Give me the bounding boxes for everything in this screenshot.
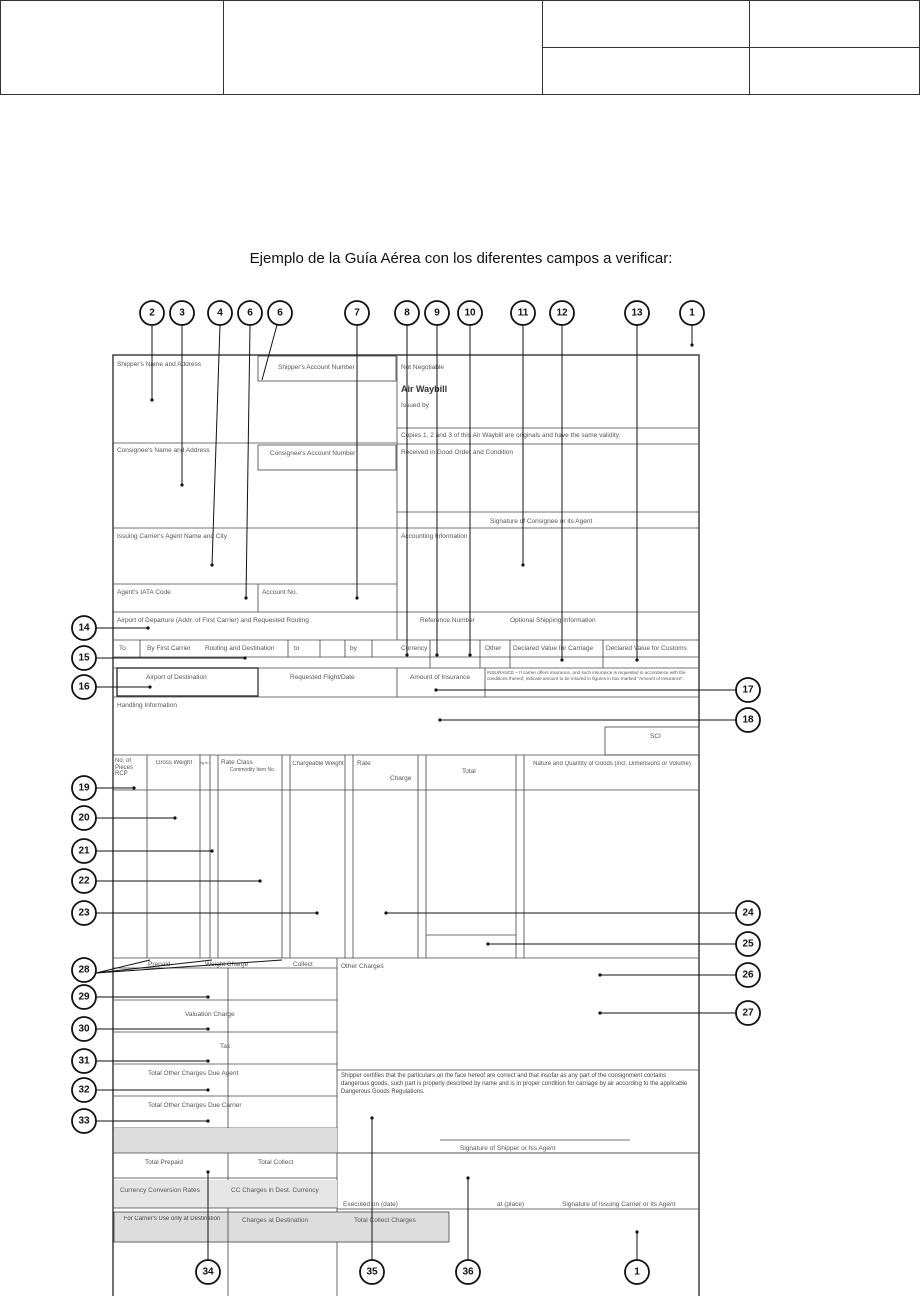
marker-23: [72, 901, 96, 925]
label-cc-charges: CC Charges in Dest. Currency: [231, 1187, 319, 1194]
marker-1-bottom: [625, 1260, 649, 1284]
label-kg: kg lb: [200, 760, 209, 765]
label-insurance-text-box: [487, 670, 697, 696]
label-prepaid: Prepaid: [148, 961, 171, 968]
label-tax: Tax: [220, 1043, 231, 1050]
marker-18: [736, 708, 760, 732]
svg-text:6: 6: [247, 307, 253, 319]
marker-5: [238, 301, 262, 325]
label-sci: SCI: [650, 733, 661, 740]
label-commodity: Commodity Item No.: [229, 767, 276, 773]
svg-text:17: 17: [742, 684, 754, 696]
svg-text:2: 2: [149, 307, 155, 319]
svg-text:20: 20: [78, 812, 90, 824]
svg-text:1: 1: [689, 307, 695, 319]
label-declared-customs: Declared Value for Customs: [606, 645, 687, 652]
label-shipper-name: Shipper's Name and Address: [117, 361, 201, 368]
label-kg-box: [200, 760, 210, 786]
svg-text:9: 9: [434, 307, 440, 319]
label-charge: Charge: [390, 775, 412, 782]
label-total-prepaid: Total Prepaid: [145, 1159, 183, 1166]
svg-text:19: 19: [78, 782, 90, 794]
label-total: Total: [462, 768, 476, 775]
label-optional-shipping: Optional Shipping Information: [510, 617, 596, 624]
label-insurance-text: INSURANCE – If carrier offers insurance, and such insurance is requested in accordance with the conditions thereof, indicate amount to be insured in figures in box marked "Amount of Insurance".: [487, 670, 686, 681]
label-signature-consignee: Signature of Consignee or its Agent: [490, 518, 593, 525]
svg-text:24: 24: [742, 907, 754, 919]
svg-text:33: 33: [78, 1115, 90, 1127]
label-shipper-certifies: Shipper certifies that the particulars on the face hereof are correct and that insofar as any part of the consignment contains dangerous goods, such part is properly described by name and is in proper condition for carriage by air according to the applicable Dangerous Goods Regulations.: [341, 1073, 688, 1095]
label-nature-goods-box: [528, 761, 696, 787]
marker-6: [268, 301, 292, 325]
marker-19: [72, 776, 96, 800]
label-at-place: at (place): [497, 1201, 525, 1208]
figure-caption: Ejemplo de la Guía Aérea con los diferentes campos a verificar:: [249, 250, 673, 267]
label-consignee-name: Consignee's Name and Address: [117, 447, 210, 454]
marker-15: [72, 646, 96, 670]
marker-34: [196, 1260, 220, 1284]
label-valuation-charge: Valuation Charge: [185, 1011, 235, 1018]
label-airport-departure: Airport of Departure (Addr. of First Carrier) and Requested Routing: [117, 617, 309, 624]
svg-text:23: 23: [78, 907, 90, 919]
label-pieces: No. of Pieces RCP: [115, 758, 134, 777]
svg-text:21: 21: [78, 845, 90, 857]
label-executed-on: Executed on (date): [343, 1201, 398, 1208]
label-consignee-account: Consignee's Account Number: [270, 450, 356, 457]
marker-2: [140, 301, 164, 325]
marker-14: [72, 616, 96, 640]
label-issuing-agent: Issuing Carrier's Agent Name and City: [117, 533, 227, 540]
label-rate: Rate: [357, 760, 371, 767]
label-other: Other: [485, 645, 502, 652]
label-issued-by: Issued by: [401, 402, 429, 409]
marker-11: [511, 301, 535, 325]
marker-7: [345, 301, 369, 325]
marker-8: [395, 301, 419, 325]
marker-12: [550, 301, 574, 325]
label-charges-destination: Charges at Destination: [242, 1217, 309, 1224]
marker-25: [736, 932, 760, 956]
label-chargeable-weight: Chargeable Weight: [292, 761, 344, 767]
label-other-due-agent: Total Other Charges Due Agent: [148, 1070, 239, 1077]
label-copies: Copies 1, 2 and 3 of this Air Waybill are originals and have the same validity.: [401, 432, 621, 439]
label-chargeable-weight-box: [292, 761, 344, 787]
label-weight-charge: Weight Charge: [205, 961, 249, 968]
svg-text:13: 13: [631, 307, 643, 319]
svg-text:27: 27: [742, 1007, 754, 1019]
svg-text:29: 29: [78, 991, 90, 1003]
label-accounting: Accounting Information: [401, 533, 468, 540]
label-declared-carriage: Declared Value for Carriage: [513, 645, 594, 652]
label-not-negotiable: Not Negotiable: [401, 364, 444, 371]
pointer-lines: [96, 325, 736, 1260]
svg-text:6: 6: [277, 307, 283, 319]
svg-text:18: 18: [742, 714, 754, 726]
svg-text:14: 14: [78, 622, 90, 634]
label-airport-destination: Airport of Destination: [146, 674, 207, 681]
marker-36: [456, 1260, 480, 1284]
svg-text:1: 1: [634, 1266, 640, 1278]
label-commodity-box: [225, 767, 280, 787]
label-signature-shipper: Signature of Shipper or his Agent: [460, 1145, 556, 1152]
svg-text:22: 22: [78, 875, 90, 887]
marker-29: [72, 985, 96, 1009]
marker-32: [72, 1078, 96, 1102]
marker-20: [72, 806, 96, 830]
label-total-collect-charges: Total Collect Charges: [354, 1217, 416, 1224]
svg-text:34: 34: [202, 1266, 214, 1278]
marker-22: [72, 869, 96, 893]
label-first-carrier: By First Carrier: [147, 645, 191, 652]
svg-text:35: 35: [366, 1266, 378, 1278]
label-signature-carrier: Signature of Issuing Carrier or its Agent: [562, 1201, 676, 1208]
marker-26: [736, 963, 760, 987]
marker-4: [208, 301, 232, 325]
label-pieces-box: [115, 758, 147, 788]
svg-text:32: 32: [78, 1084, 90, 1096]
svg-text:30: 30: [78, 1023, 90, 1035]
marker-35: [360, 1260, 384, 1284]
label-carriers-use: For Carrier's Use only at Destination: [123, 1216, 221, 1222]
label-shipper-account: Shipper's Account Number: [278, 364, 355, 371]
svg-text:16: 16: [78, 681, 90, 693]
label-handling: Handling Information: [117, 702, 177, 709]
label-amount-insurance: Amount of Insurance: [410, 674, 470, 681]
label-currency: Currency: [401, 645, 428, 652]
label-received: Received in Good Order and Condition: [401, 449, 514, 456]
svg-text:31: 31: [78, 1055, 90, 1067]
svg-text:28: 28: [78, 964, 90, 976]
label-nature-goods: Nature and Quantity of Goods (incl. Dimensions or Volume): [533, 761, 691, 767]
marker-16: [72, 675, 96, 699]
marker-3: [170, 301, 194, 325]
svg-text:4: 4: [217, 307, 223, 319]
marker-9: [425, 301, 449, 325]
label-routing: Routing and Destination: [205, 645, 275, 652]
svg-text:8: 8: [404, 307, 410, 319]
label-currency-conversion: Currency Conversion Rates: [120, 1187, 200, 1194]
label-collect: Collect: [293, 961, 313, 968]
marker-10: [458, 301, 482, 325]
marker-30: [72, 1017, 96, 1041]
svg-text:10: 10: [464, 307, 476, 319]
label-air-waybill: Air Waybill: [401, 384, 448, 394]
label-other-charges: Other Charges: [341, 963, 384, 970]
label-account-no: Account No.: [262, 589, 298, 596]
label-shipper-certifies-box: [341, 1072, 695, 1110]
marker-1-top: [680, 301, 704, 325]
svg-text:15: 15: [78, 652, 90, 664]
marker-28: [72, 958, 96, 982]
waybill-form-labels: [115, 361, 697, 1240]
svg-text:12: 12: [556, 307, 568, 319]
label-other-due-carrier: Total Other Charges Due Carrier: [148, 1102, 242, 1109]
label-gross-weight: Gross Weight: [155, 760, 193, 766]
form-border: [113, 355, 699, 1296]
label-by: by: [350, 645, 357, 652]
svg-text:36: 36: [462, 1266, 474, 1278]
marker-33: [72, 1109, 96, 1133]
label-requested-flight: Requested Flight/Date: [290, 674, 355, 681]
marker-31: [72, 1049, 96, 1073]
marker-17: [736, 678, 760, 702]
svg-text:3: 3: [179, 307, 185, 319]
svg-text:25: 25: [742, 938, 754, 950]
label-to: To: [119, 645, 126, 652]
label-total-collect: Total Collect: [258, 1159, 294, 1166]
label-to-2: to: [294, 645, 300, 652]
waybill-form: [113, 355, 699, 1296]
label-gross-weight-box: [150, 760, 198, 786]
svg-text:7: 7: [354, 307, 360, 319]
svg-text:11: 11: [517, 307, 529, 319]
label-rate-class: Rate Class: [221, 759, 253, 766]
marker-13: [625, 301, 649, 325]
marker-21: [72, 839, 96, 863]
marker-27: [736, 1001, 760, 1025]
label-iata-code: Agent's IATA Code: [117, 589, 171, 596]
marker-24: [736, 901, 760, 925]
svg-text:26: 26: [742, 969, 754, 981]
label-reference-number: Reference Number: [420, 617, 475, 624]
